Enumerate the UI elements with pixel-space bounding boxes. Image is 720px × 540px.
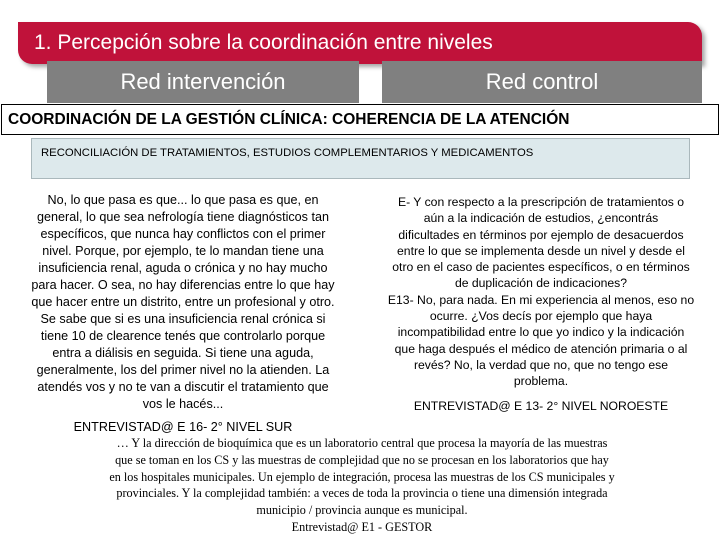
quote-signature: ENTREVISTAD@ E 13- 2° NIVEL NOROESTE — [413, 398, 669, 413]
quote-line: insuficiencia renal, aguda o crónica y no hay mucho — [38, 261, 328, 275]
quote-line: revés? No, la verdad que no, que no tengo ese — [413, 357, 669, 372]
quote-line: de duplicación de indicaciones? — [454, 276, 628, 291]
quote-line: incompatibilidad entre lo que yo indico y la indicación — [397, 325, 685, 340]
quote-line: que hacer entre un distrito, entre un profesional y otro. — [31, 295, 335, 309]
quote-signature: ENTREVISTAD@ E 16- 2° NIVEL SUR — [73, 420, 293, 434]
quote-line: vos le hacés... — [142, 397, 224, 411]
quote-line: E- Y con respecto a la prescripción de tratamientos o — [397, 195, 685, 209]
quote-line: Se sabe que si es una insuficiencia renal crónica si — [40, 312, 326, 326]
quote-line: municipio / provincia aunque es municipal. — [256, 503, 468, 518]
quote-line: que haga después el médico de atención primaria o al — [394, 341, 688, 356]
quote-line: atendés vos y no te van a discutir el tratamiento que — [37, 380, 329, 394]
quote-signature: Entrevistad@ E1 - GESTOR — [291, 519, 433, 534]
quote-line: ocurre. ¿Vos decís por ejemplo que haya — [429, 309, 653, 324]
subsection-label: RECONCILIACIÓN DE TRATAMIENTOS, ESTUDIOS COMPLEMENTARIOS Y MEDICAMENTOS — [41, 147, 534, 159]
quote-line: para hacer. O sea, no hay diferencias entre lo que hay — [31, 278, 335, 292]
quote-line: … Y la dirección de bioquímica que es un laboratorio central que procesa la mayoría de las muestras — [116, 436, 608, 450]
group-label-intervention: Red intervención — [47, 61, 359, 103]
quote-manager — [40, 435, 684, 536]
section-heading: COORDINACIÓN DE LA GESTIÓN CLÍNICA: COHERENCIA DE LA ATENCIÓN — [1, 104, 719, 135]
quote-line: nivel. Porque, por ejemplo, te lo mandan tiene una — [42, 244, 324, 258]
quote-line: en los hospitales municipales. Un ejemplo de integración, procesa las muestras de los CS municipales y — [109, 469, 615, 484]
slide-title: 1. Percepción sobre la coordinación entre niveles — [18, 22, 702, 64]
quote-line: general, lo que sea nefrología tiene diagnósticos tan — [37, 210, 329, 224]
quote-line: No, lo que pasa es que... lo que pasa es que, en — [47, 193, 319, 207]
quote-line: problema. — [513, 374, 569, 389]
quote-intervention — [8, 192, 358, 436]
quote-line: aún a la indicación de estudios, ¿encontrás — [423, 211, 659, 226]
group-label-control: Red control — [382, 61, 702, 103]
quote-line: entra a diálisis en seguida. Si tiene una aguda, — [52, 346, 314, 360]
quote-line: tiene 10 de clearence tenés que controlarlo porque — [40, 329, 326, 343]
quote-line: específicos, que nunca hay conflictos con el primer — [40, 227, 326, 241]
quote-line: entre lo que se implementa desde un nivel y desde el — [397, 243, 685, 258]
subsection-box — [31, 138, 690, 179]
quote-line: E13- No, para nada. En mi experiencia al menos, eso no — [387, 292, 695, 307]
quote-line: dificultades en términos por ejemplo de desacuerdos — [398, 227, 684, 242]
quote-line: generalmente, los del primer nivel no la atienden. La — [36, 363, 330, 377]
quote-line: provinciales. Y la complejidad también: a veces de toda la provincia o tiene una dimensión integrada — [116, 486, 608, 501]
quote-control — [360, 194, 720, 414]
quote-line: que se toman en los CS y las muestras de complejidad que no se procesan en los laboratorios que hay — [115, 452, 609, 467]
quote-line: otro en el caso de pacientes específicos, o en términos — [392, 260, 690, 275]
